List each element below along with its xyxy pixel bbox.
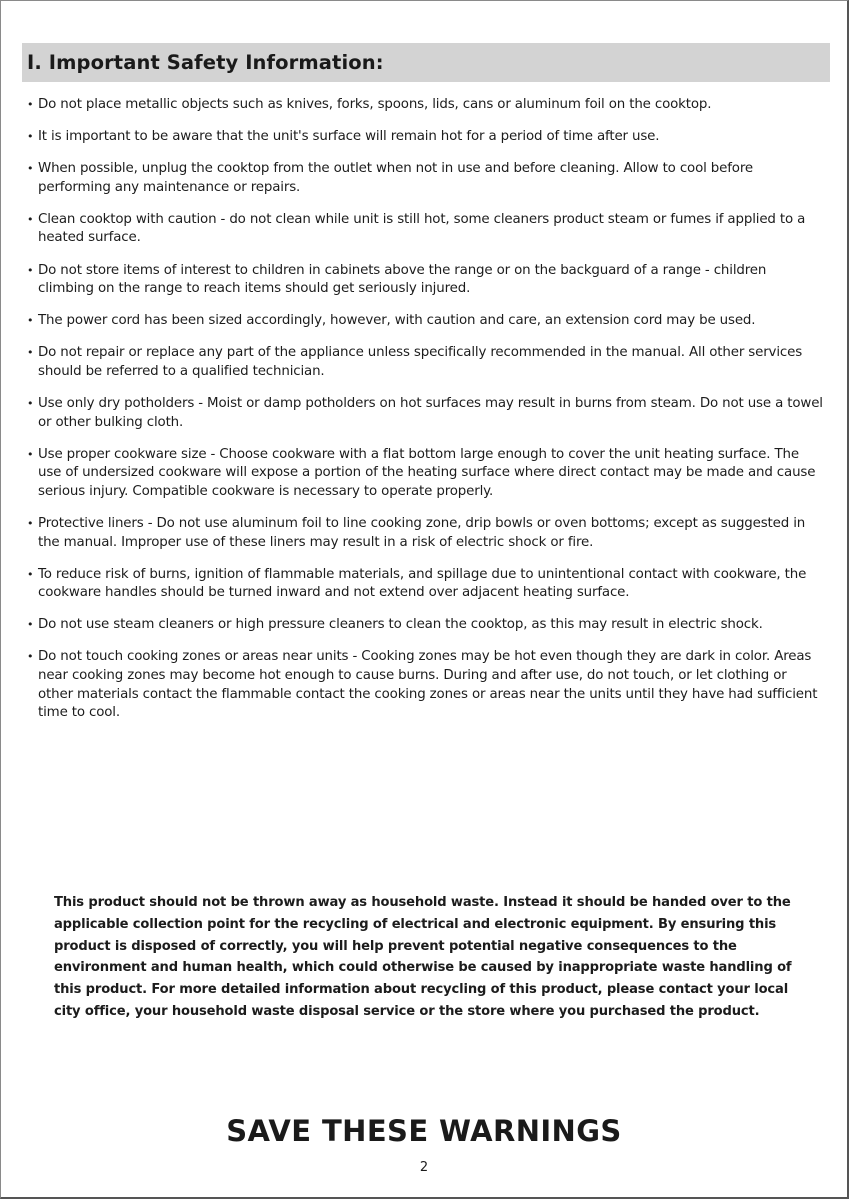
safety-item — [25, 211, 825, 248]
bullet-icon: • — [27, 346, 34, 360]
safety-item — [25, 160, 825, 197]
safety-item-text: Clean cooktop with caution - do not clean while unit is still hot, some cleaners product steam or fumes if applied to a heated surface. — [38, 211, 806, 246]
bullet-icon: • — [27, 447, 34, 461]
bullet-icon: • — [27, 314, 34, 328]
safety-item — [25, 128, 825, 147]
safety-item-text: When possible, unplug the cooktop from the outlet when not in use and before cleaning. Allow to cool before performing any maintenance or repairs. — [38, 161, 753, 195]
safety-item-text: The power cord has been sized accordingly, however, with caution and care, an extension cord may be used. — [38, 313, 756, 329]
safety-item-text: To reduce risk of burns, ignition of flammable materials, and spillage due to unintentional contact with cookware, the cookware handles should be turned inward and not extend over adjacent heating surface. — [38, 566, 807, 601]
safety-item — [25, 395, 825, 432]
bullet-icon: • — [27, 98, 34, 111]
safety-item — [25, 312, 825, 331]
bullet-icon: • — [27, 618, 34, 632]
safety-item-text: Do not store items of interest to children in cabinets above the range or on the backguard of a range - children climbing on the range to reach items should get seriously injured. — [38, 262, 767, 297]
save-warnings-heading: SAVE THESE WARNINGS — [226, 1114, 622, 1148]
safety-list — [25, 96, 825, 736]
section-title: I. Important Safety Information: — [27, 51, 384, 74]
bullet-icon: • — [27, 650, 34, 664]
safety-item — [25, 648, 825, 722]
safety-item-text: Do not touch cooking zones or areas near units - Cooking zones may be hot even though they are dark in color. Areas near cooking zones may become hot enough to cause burns. During and after use, do not touch, or let clothing or other materials contact the flammable contact the cooking zones or areas near the units until they have had sufficient time to cool. — [38, 649, 818, 721]
bullet-icon: • — [27, 517, 34, 530]
safety-item-text: Do not use steam cleaners or high pressure cleaners to clean the cooktop, as this may result in electric shock. — [38, 617, 763, 633]
safety-item-text: Use proper cookware size - Choose cookware with a flat bottom large enough to cover the unit heating surface. The use of undersized cookware will expose a portion of the heating surface where direct contact may be made and cause serious injury. Compatible cookware is necessary to operate properly. — [38, 446, 816, 499]
safety-item — [25, 262, 825, 299]
bullet-icon: • — [27, 263, 34, 277]
safety-item — [25, 446, 825, 502]
bullet-icon: • — [27, 162, 34, 176]
safety-item — [25, 566, 825, 603]
bullet-icon: • — [27, 212, 34, 226]
safety-item — [25, 515, 825, 552]
bullet-icon: • — [27, 397, 34, 411]
page-number: 2 — [419, 1160, 429, 1175]
safety-item-text: It is important to be aware that the unit's surface will remain hot for a period of time after use. — [38, 129, 660, 145]
safety-item — [25, 344, 825, 381]
safety-item — [25, 96, 825, 115]
safety-item-text: Use only dry potholders - Moist or damp potholders on hot surfaces may result in burns from steam. Do not use a towel or other bulking cloth. — [38, 396, 823, 430]
bullet-icon: • — [27, 567, 34, 581]
safety-item-text: Do not place metallic objects such as knives, forks, spoons, lids, cans or aluminum foil on the cooktop. — [38, 97, 712, 112]
section-header — [22, 43, 830, 82]
recycling-notice: This product should not be thrown away as household waste. Instead it should be handed over to the applicable collection point for the recycling of electrical and electronic equipment. By ensuring this product is disposed of correctly, you will help prevent potential negative consequences to the environment and human health, which could otherwise be caused by inappropriate waste handling of this product. For more detailed information about recycling of this product, please contact your local city office, your household waste disposal service or the store where you purchased the product. — [54, 895, 792, 1019]
safety-item — [25, 616, 825, 635]
safety-item-text: Do not repair or replace any part of the appliance unless specifically recommended in the manual. All other services should be referred to a qualified technician. — [38, 345, 803, 379]
bullet-icon: • — [27, 130, 34, 144]
safety-item-text: Protective liners - Do not use aluminum foil to line cooking zone, drip bowls or oven bottoms; except as suggested in the manual. Improper use of these liners may result in a risk of electric shock or fire. — [38, 516, 806, 550]
